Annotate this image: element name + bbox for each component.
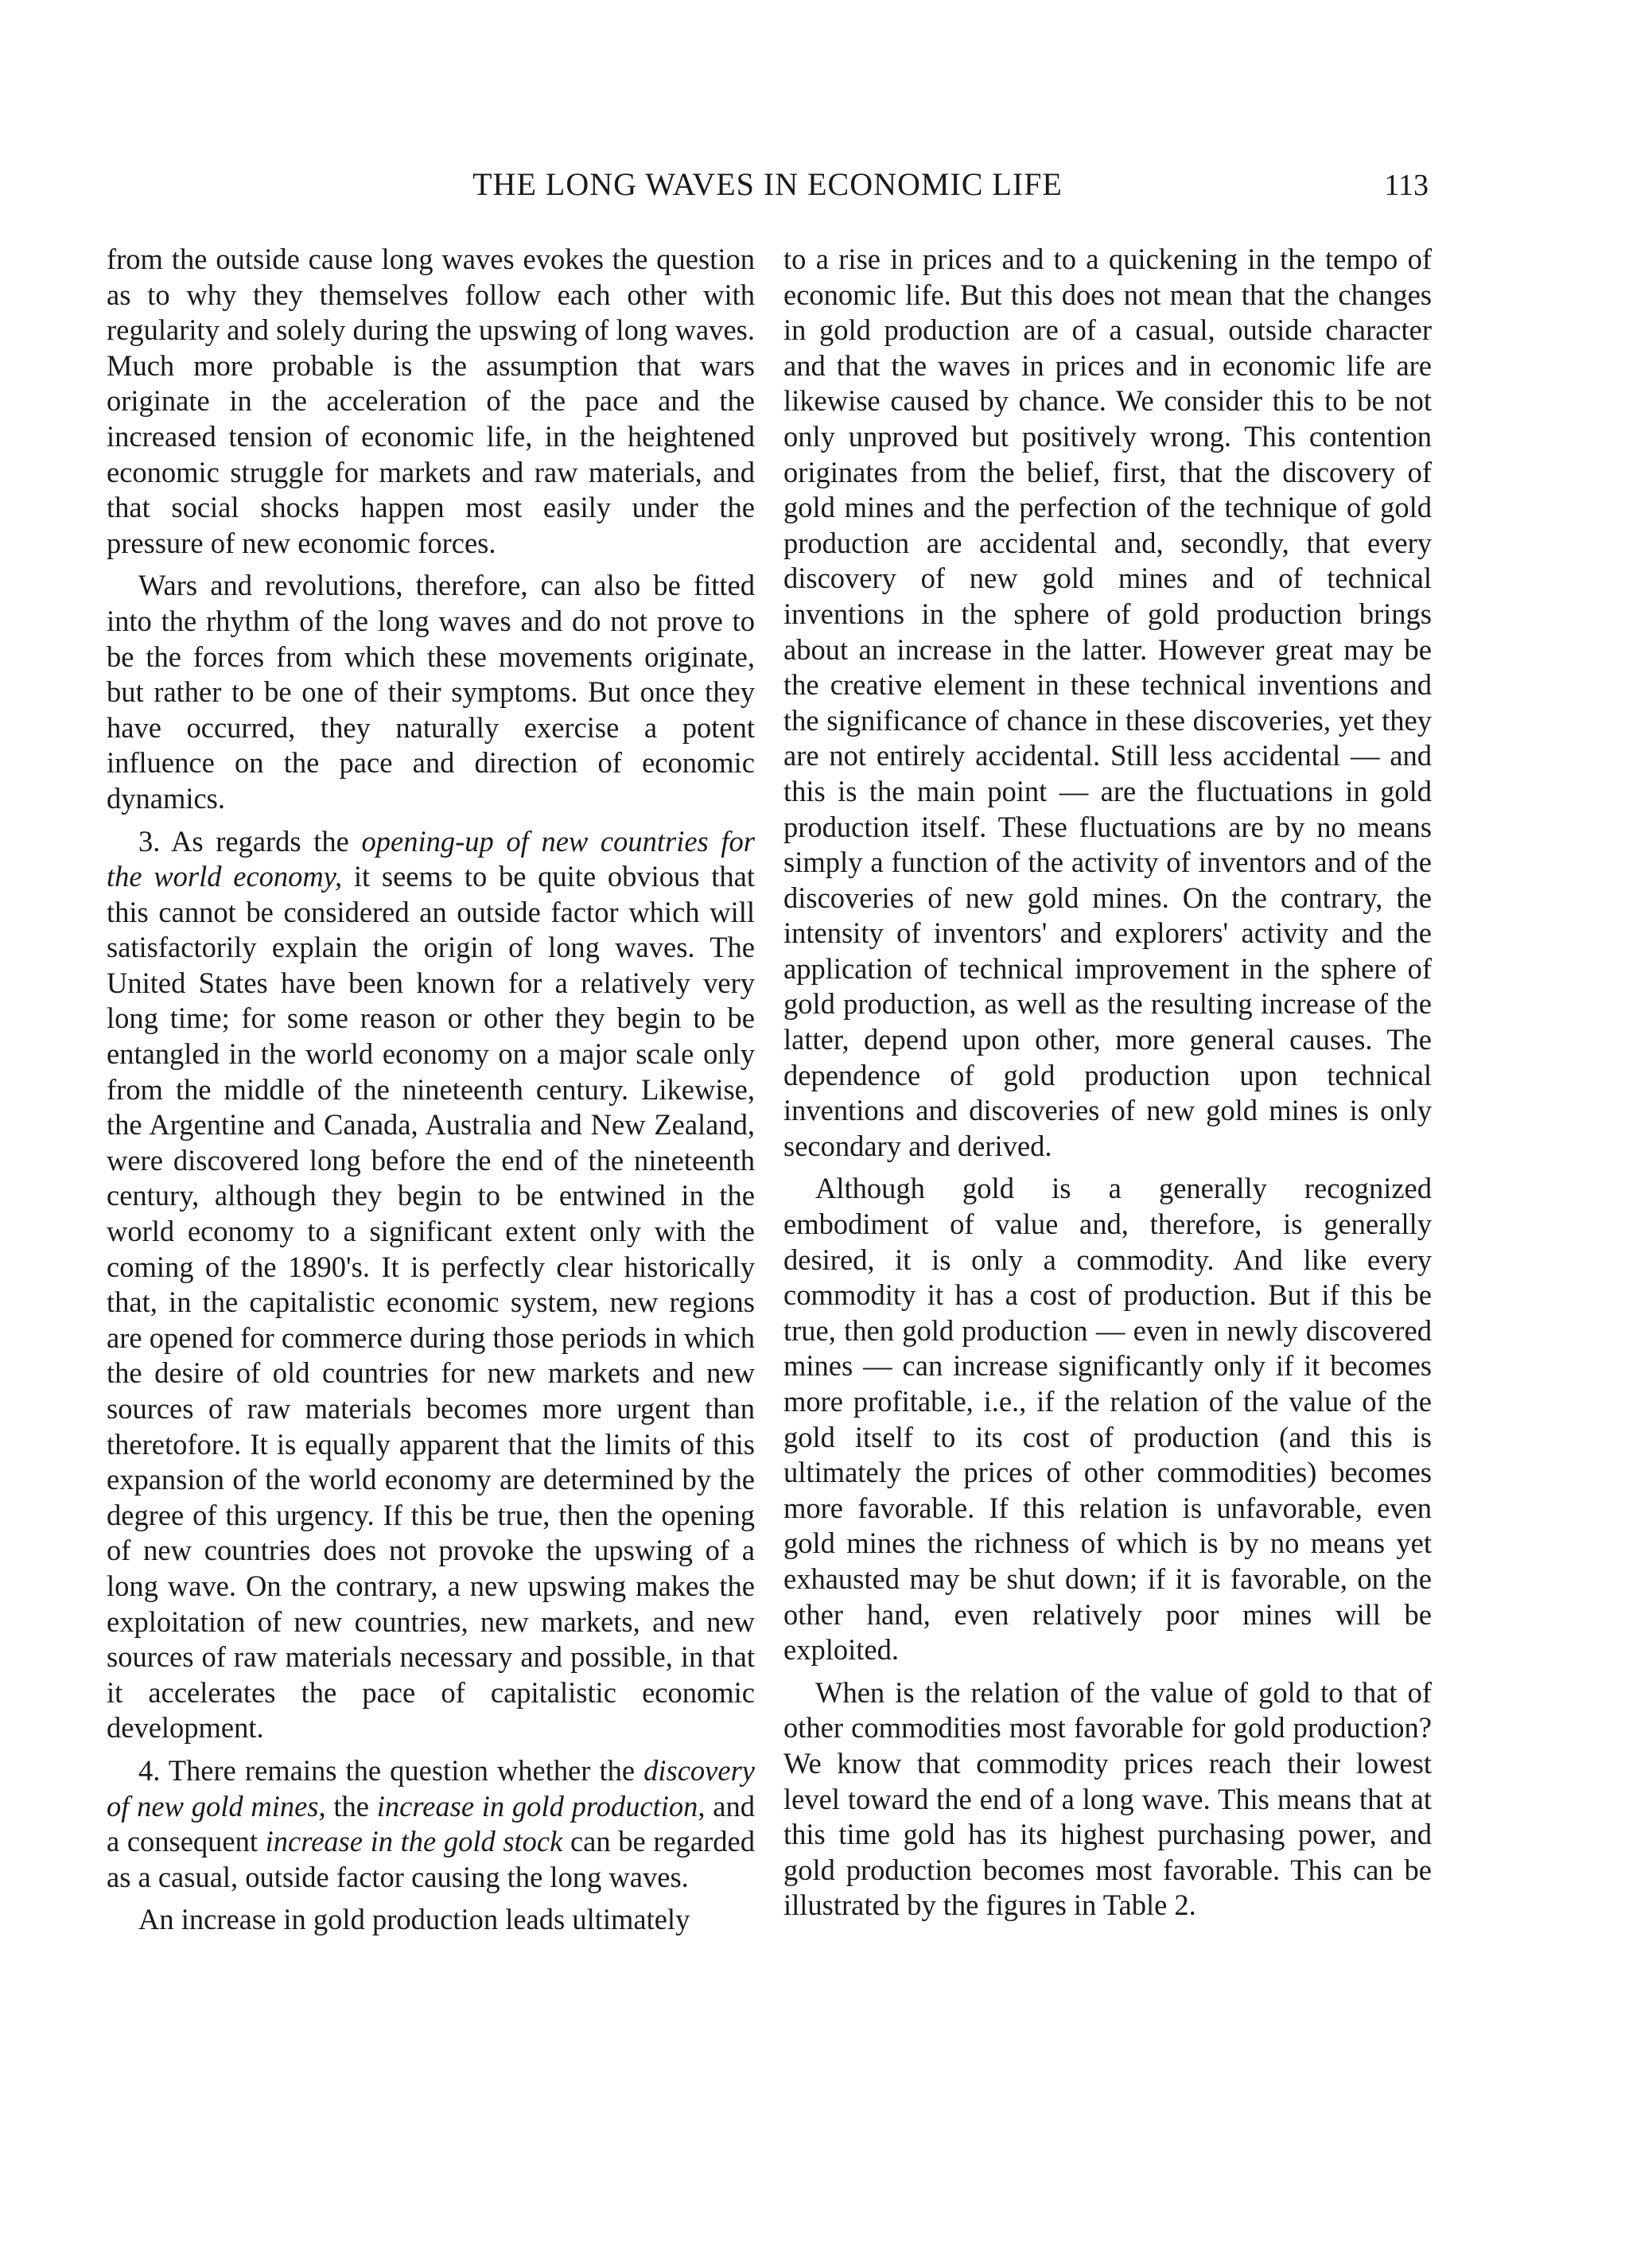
text-run: 3. As regards the: [138, 824, 362, 858]
text-run: 4. There remains the question whether the: [138, 1753, 644, 1787]
paragraph: When is the relation of the value of gold to that of other commodities most favorable for gold production? We know that commodity prices reach their lowest level toward the end of a long wave. This means that at this time gold has its highest purchasing power, and gold production becomes most favorable. This can be illustrated by the figures in Table 2.: [783, 1675, 1432, 1922]
paragraph-section-4: [107, 1753, 755, 1895]
text-run: and a consequent: [107, 1789, 756, 1858]
emphasis: discovery of new gold mines,: [107, 1753, 755, 1823]
paragraph: An increase in gold production leads ultimately: [138, 1903, 690, 1936]
page-number: 113: [1384, 169, 1429, 202]
paragraph: from the outside cause long waves evokes the question as to why they themselves follow each other with regularity and solely during the upswing of long waves. Much more probable is the assumption that wars originate in the acceleration of the pace and the increased tension of economic life, in the heightened economic struggle for markets and raw materials, and that social shocks happen most easily under the pressure of new economic forces.: [107, 243, 755, 559]
paragraph: Although gold is a generally recognized embodiment of value and, therefore, is generally desired, it is only a commodity. And like every commodity it has a cost of production. But if this be true, then gold production — even in newly discovered mines — can increase significantly only if it becomes more profitable, i.e., if the relation of the value of the gold itself to its cost of production (and this is ultimately the prices of other commodities) becomes more favorable. If this relation is unfavorable, even gold mines the richness of which is by no means yet exhausted may be shut down; if it is favorable, on the other hand, even relatively poor mines will be exploited.: [783, 1172, 1432, 1667]
right-column: [783, 242, 1432, 1924]
text-run: it seems to be quite obvious that this cannot be considered an outside factor which will satisfactorily explain the origin of long waves. The United States have been known for a relatively very long time; for some reason or other they begin to be entangled in the world economy on a major scale only from the middle of the nineteenth century. Likewise, the Argentine and Canada, Australia and New Zealand, were discovered long before the end of the nineteenth century, although they begin to be entwined in the world economy to a significant extent only with the coming of the 1890's. It is perfectly clear historically that, in the capitalistic economic system, new regions are opened for commerce during those periods in which the desire of old countries for new markets and new sources of raw materials becomes more urgent than theretofore. It is equally apparent that the limits of this expansion of the world economy are determined by the degree of this urgency. If this be true, then the opening of new countries does not provoke the upswing of a long wave. On the contrary, a new upswing makes the exploitation of new countries, new markets, and new sources of raw materials necessary and possible, in that it accelerates the pace of capitalistic economic development.: [107, 860, 755, 1745]
emphasis: opening-up of new countries for the world economy,: [107, 824, 755, 893]
text-run: can be regarded as a casual, outside factor causing the long waves.: [107, 1825, 755, 1893]
left-column: [107, 242, 755, 1938]
emphasis: increase in the gold stock: [265, 1825, 563, 1858]
paragraph: Wars and revolutions, therefore, can also be fitted into the rhythm of the long waves and do not prove to be the forces from which these movements originate, but rather to be one of their symptoms. But once they have occurred, they naturally exercise a potent influence on the pace and direction of economic dynamics.: [107, 569, 755, 815]
emphasis: increase in gold production,: [376, 1789, 706, 1823]
running-title: THE LONG WAVES IN ECONOMIC LIFE: [472, 166, 1063, 202]
paragraph-section-3: [107, 824, 755, 1746]
paragraph: to a rise in prices and to a quickening in the tempo of economic life. But this does not mean that the changes in gold production are of a casual, outside character and that the waves in prices and in economic life are likewise caused by chance. We consider this to be not only unproved but positively wrong. This contention originates from the belief, first, that the discovery of gold mines and the perfection of the technique of gold production are accidental and, secondly, that every discovery of new gold mines and of technical inventions in the sphere of gold production brings about an increase in the latter. However great may be the creative element in these technical inventions and the significance of chance in these discoveries, yet they are not entirely accidental. Still less accidental — and this is the main point — are the fluctuations in gold production itself. These fluctuations are by no means simply a function of the activity of inventors and of the discoveries of new gold mines. On the contrary, the intensity of inventors' and explorers' activity and the application of technical improvement in the sphere of gold production, as well as the resulting increase of the latter, depend upon other, more general causes. The dependence of gold production upon technical inventions and discoveries of new gold mines is only secondary and derived.: [783, 243, 1432, 1162]
text-run: the: [325, 1789, 377, 1823]
